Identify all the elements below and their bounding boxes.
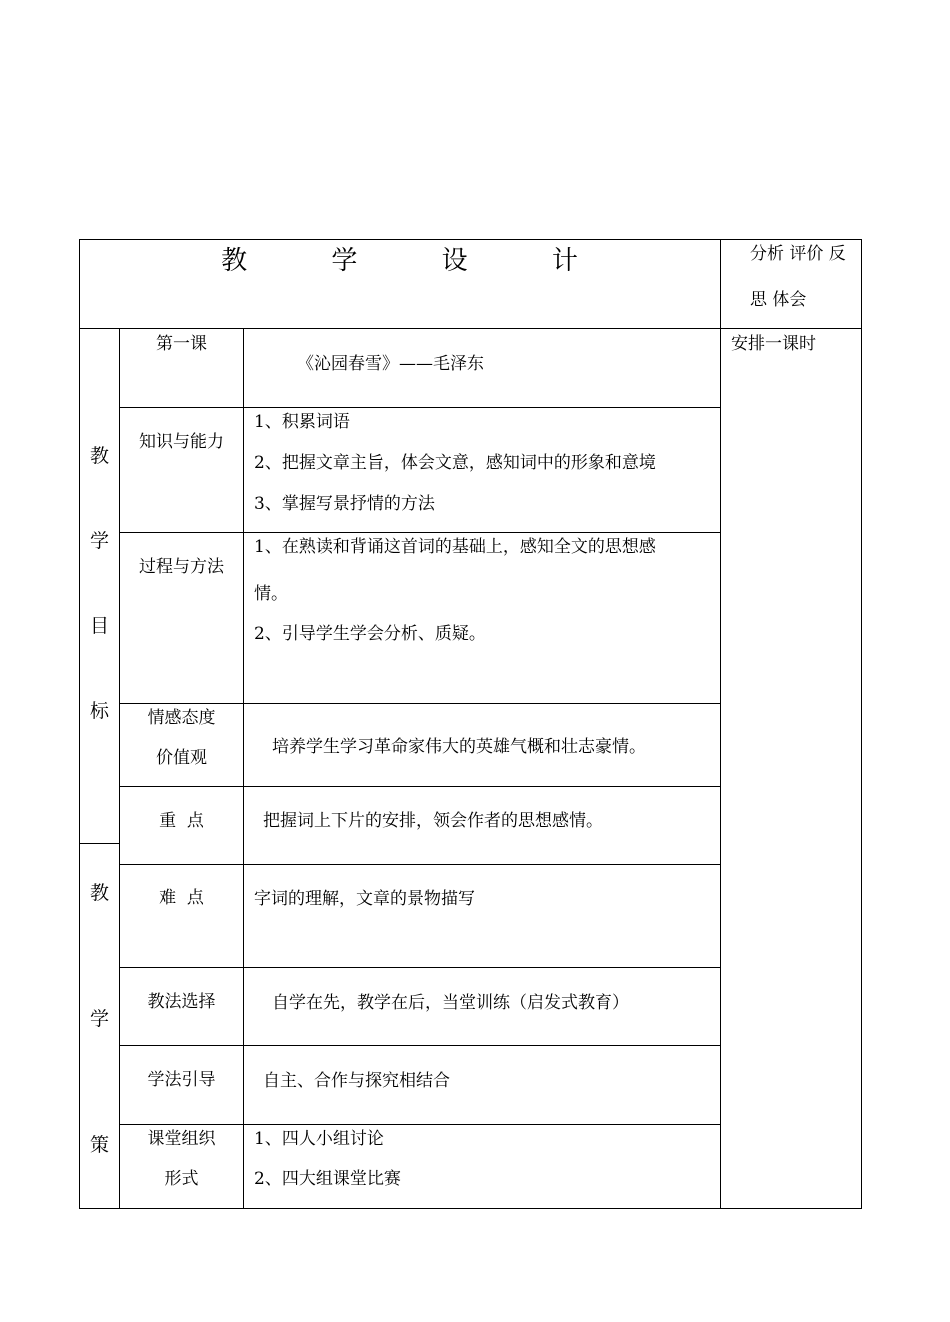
side-char: 教 bbox=[90, 445, 110, 467]
row-content-organization-2: 2、四大组课堂比赛 bbox=[254, 1169, 401, 1189]
row-label-emotion-2: 价值观 bbox=[156, 748, 207, 768]
side-char: 学 bbox=[90, 530, 110, 552]
row-content-difficulty: 字词的理解，文章的景物描写 bbox=[254, 889, 475, 909]
row-label-difficulty: 难 点 bbox=[159, 888, 204, 908]
row-label-process: 过程与方法 bbox=[139, 557, 224, 577]
row-label-knowledge: 知识与能力 bbox=[139, 432, 224, 452]
row-content-knowledge-3: 3、掌握写景抒情的方法 bbox=[254, 494, 435, 514]
row-content-emotion: 培养学生学习革命家伟大的英雄气概和壮志豪情。 bbox=[272, 737, 646, 757]
row-content-process-1: 1、在熟读和背诵这首词的基础上，感知全文的思想感 bbox=[254, 537, 656, 557]
document-title: 教 学 设 计 bbox=[221, 246, 616, 276]
row-label-lesson: 第一课 bbox=[156, 334, 207, 354]
row-content-lesson: 《沁园春雪》——毛泽东 bbox=[297, 354, 484, 374]
side-char: 学 bbox=[90, 1008, 110, 1030]
row-label-organization-1: 课堂组织 bbox=[147, 1129, 216, 1149]
row-content-knowledge-2: 2、把握文章主旨，体会文意，感知词中的形象和意境 bbox=[254, 453, 656, 473]
row-label-key-point: 重 点 bbox=[159, 811, 204, 831]
right-column-note: 安排一课时 bbox=[731, 334, 816, 354]
row-content-teaching-method: 自学在先，教学在后，当堂训练（启发式教育） bbox=[272, 993, 629, 1013]
right-header-line-1: 分析 评价 反 bbox=[750, 244, 846, 264]
row-content-learning-guide: 自主、合作与探究相结合 bbox=[263, 1071, 450, 1091]
side-char: 教 bbox=[90, 882, 110, 904]
row-content-organization-1: 1、四人小组讨论 bbox=[254, 1129, 384, 1149]
row-label-teaching-method: 教法选择 bbox=[147, 992, 216, 1012]
side-char: 策 bbox=[90, 1134, 110, 1156]
row-label-learning-guide: 学法引导 bbox=[147, 1070, 216, 1090]
right-header-line-2: 思 体会 bbox=[750, 290, 807, 310]
row-label-organization-2: 形式 bbox=[164, 1169, 199, 1189]
side-char: 目 bbox=[90, 615, 110, 637]
row-content-process-3: 2、引导学生学会分析、质疑。 bbox=[254, 624, 486, 644]
row-content-knowledge-1: 1、积累词语 bbox=[254, 412, 350, 432]
row-label-emotion-1: 情感态度 bbox=[147, 708, 216, 728]
side-char: 标 bbox=[90, 700, 110, 722]
row-content-key-point: 把握词上下片的安排，领会作者的思想感情。 bbox=[263, 811, 603, 831]
row-content-process-2: 情。 bbox=[254, 584, 288, 604]
